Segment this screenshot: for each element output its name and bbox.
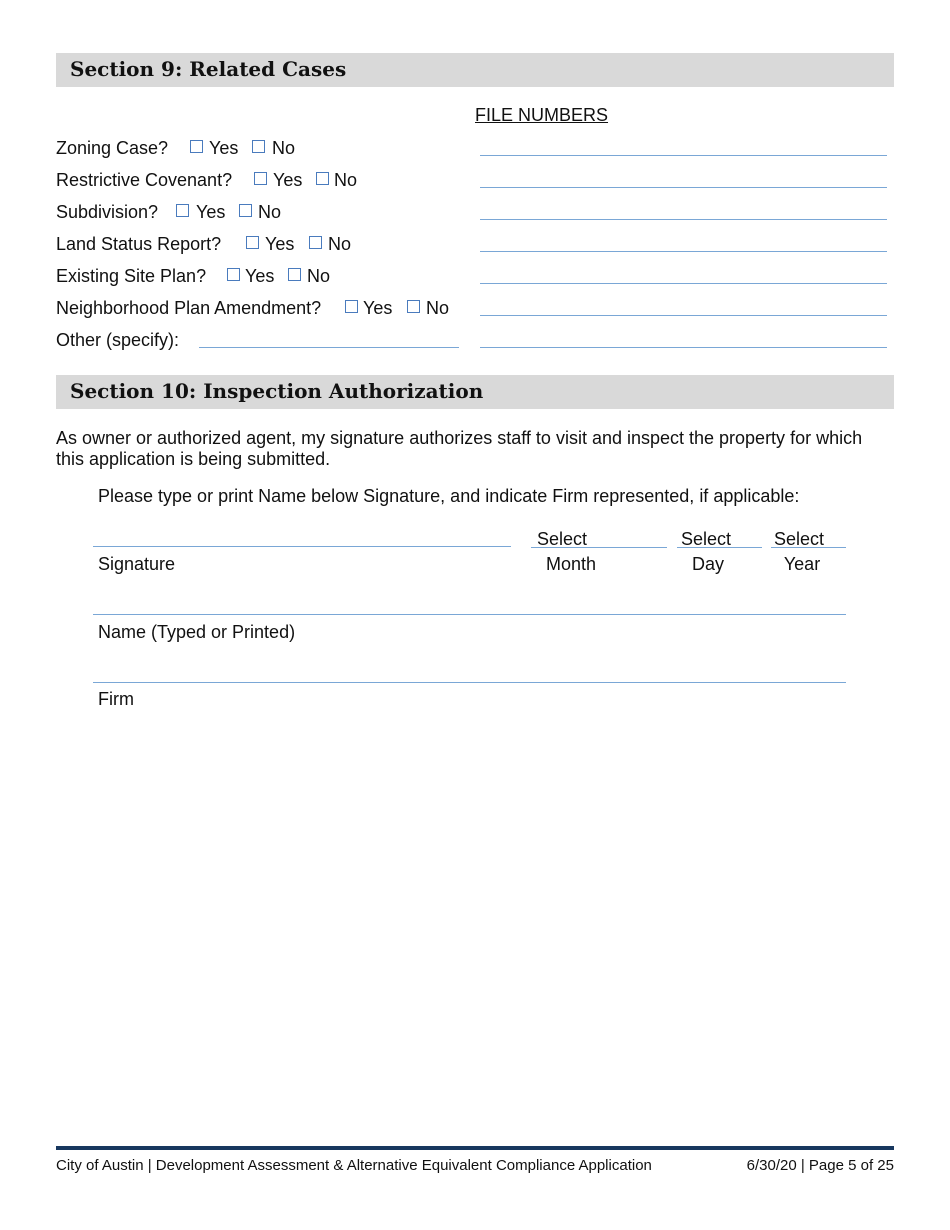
authorization-paragraph-line-1: As owner or authorized agent, my signature authorizes staff to visit and inspect the property for which [56,428,863,448]
zoning-case-no-checkbox[interactable] [252,140,265,153]
neighborhood-plan-amendment-no-label: No [426,298,450,318]
zoning-case-no-label: No [272,138,296,158]
month-select-underline [531,547,667,548]
subdivision-no-checkbox[interactable] [239,204,252,217]
zoning-case-yes-label: Yes [209,138,239,158]
neighborhood-plan-amendment-label: Neighborhood Plan Amendment? [56,298,322,318]
neighborhood-plan-amendment-file-number-field[interactable] [480,315,887,316]
firm-field[interactable] [93,682,846,683]
land-status-report-yes-label: Yes [265,234,295,254]
land-status-report-no-checkbox[interactable] [309,236,322,249]
section-9-title: Section 9: Related Cases [70,57,347,81]
other-specify-label: Other (specify): [56,330,180,350]
land-status-report-label: Land Status Report? [56,234,222,254]
existing-site-plan-no-checkbox[interactable] [288,268,301,281]
restrictive-covenant-yes-label: Yes [273,170,303,190]
neighborhood-plan-amendment-no-checkbox[interactable] [407,300,420,313]
section-10-header [56,375,894,409]
existing-site-plan-file-number-field[interactable] [480,283,887,284]
existing-site-plan-no-label: No [307,266,331,286]
subdivision-yes-label: Yes [196,202,226,222]
subdivision-label: Subdivision? [56,202,159,222]
other-file-number-field[interactable] [480,347,887,348]
day-select-value: Select [681,529,732,549]
land-status-report-yes-checkbox[interactable] [246,236,259,249]
month-select[interactable] [531,528,667,548]
restrictive-covenant-no-checkbox[interactable] [316,172,329,185]
section-9-header [56,53,894,87]
subdivision-no-label: No [258,202,282,222]
restrictive-covenant-no-label: No [334,170,358,190]
year-select[interactable] [771,528,846,548]
firm-label: Firm [98,689,134,709]
zoning-case-yes-checkbox[interactable] [190,140,203,153]
footer-left-text: City of Austin | Development Assessment & Alternative Equivalent Compliance Application [56,1157,652,1174]
day-label: Day [691,554,724,574]
authorization-paragraph-line-2: this application is being submitted. [56,449,331,469]
year-select-value: Select [774,529,825,549]
signature-label: Signature [98,554,176,574]
zoning-case-label: Zoning Case? [56,138,169,158]
day-select[interactable] [677,528,762,548]
signature-field[interactable] [93,546,511,547]
month-select-value: Select [537,529,588,549]
land-status-report-no-label: No [328,234,352,254]
other-specify-field[interactable] [199,347,459,348]
existing-site-plan-label: Existing Site Plan? [56,266,207,286]
existing-site-plan-yes-label: Yes [245,266,275,286]
footer-rule [56,1146,894,1150]
zoning-case-file-number-field[interactable] [480,155,887,156]
neighborhood-plan-amendment-yes-checkbox[interactable] [345,300,358,313]
section-10-title: Section 10: Inspection Authorization [70,379,484,403]
footer-page-info: 6/30/20 | Page 5 of 25 [746,1157,894,1174]
land-status-report-file-number-field[interactable] [480,251,887,252]
file-numbers-header: FILE NUMBERS [475,105,609,125]
existing-site-plan-yes-checkbox[interactable] [227,268,240,281]
month-label: Month [545,554,597,574]
signature-instruction: Please type or print Name below Signature, and indicate Firm represented, if applicable: [98,486,800,506]
restrictive-covenant-label: Restrictive Covenant? [56,170,233,190]
name-label: Name (Typed or Printed) [98,622,296,642]
year-select-underline [771,547,846,548]
subdivision-file-number-field[interactable] [480,219,887,220]
year-label: Year [783,554,821,574]
day-select-underline [677,547,762,548]
neighborhood-plan-amendment-yes-label: Yes [363,298,393,318]
subdivision-yes-checkbox[interactable] [176,204,189,217]
restrictive-covenant-file-number-field[interactable] [480,187,887,188]
name-field[interactable] [93,614,846,615]
restrictive-covenant-yes-checkbox[interactable] [254,172,267,185]
